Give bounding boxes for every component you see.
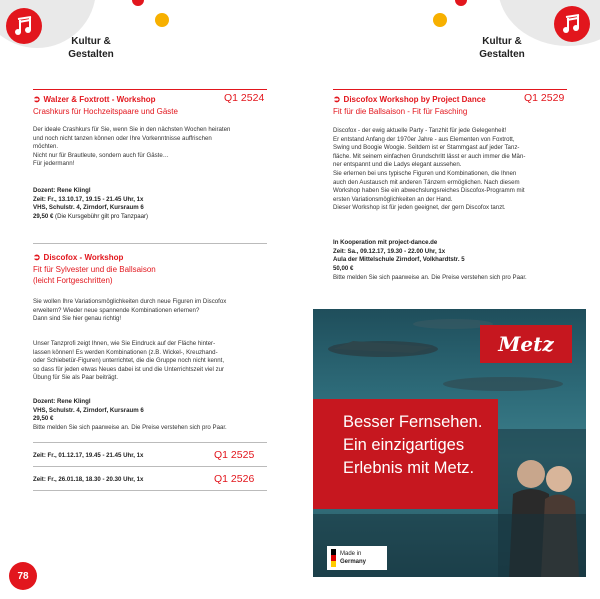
ad-headline-2: Ein einzigartiges <box>343 436 465 454</box>
arrow-icon: ➲ <box>33 252 41 262</box>
booking-note-left: Bitte melden Sie sich paarweise an. Die Preise verstehen sich pro Paar. <box>33 424 227 431</box>
date-divider <box>33 442 267 443</box>
section-rule <box>33 89 267 90</box>
course-details-walzer: Dozent: Rene Klingl Zeit: Fr., 13.10.17, 19.15 - 21.45 Uhr, 1x VHS, Schulstr. 4, Zirndorf, Kursraum 6 29,50 € (Die Kursgebühr gilt pro Tanzpaar) <box>33 187 149 220</box>
course-code-date-1: Q1 2525 <box>214 449 255 461</box>
chapter-label-left: Kultur & Gestalten <box>68 36 114 60</box>
course-date-1: Zeit: Fr., 01.12.17, 19.45 - 21.45 Uhr, 1x <box>33 452 144 459</box>
course-code-walzer: Q1 2524 <box>224 92 265 104</box>
course-description-walzer: Der ideale Crashkurs für Sie, wenn Sie in den nächsten Wochen heiraten und noch nicht tanzen können oder Ihre Vorkenntnisse auffrischen möchten. Nicht nur für Brautleute, sondern auch für Gäste… Für jedermann! <box>33 126 231 168</box>
course-description-discofox-1: Sie wollen Ihre Variationsmöglichkeiten durch neue Figuren im Discofox erweitern? Wieder neue spannende Kombinationen erlernen? Dann sind Sie hier genau richtig! <box>33 298 227 323</box>
course-code-project-dance: Q1 2529 <box>524 92 565 104</box>
page-number: 78 <box>9 562 37 590</box>
arrow-icon: ➲ <box>33 94 41 104</box>
course-date-2: Zeit: Fr., 26.01.18, 18.30 - 20.30 Uhr, 1x <box>33 476 144 483</box>
course-subtitle-project-dance: Fit für die Ballsaison - Fit für Fasching <box>333 107 468 116</box>
course-details-project-dance: In Kooperation mit project-dance.de Zeit: Sa., 09.12.17, 19.30 - 22.00 Uhr, 1x Aula der Mittelschule Zirndorf, Volkhardtstr. 5 50,00 € <box>333 239 465 272</box>
metz-logo: Metz <box>480 325 572 363</box>
course-description-discofox-2: Unser Tanzprofi zeigt Ihnen, wie Sie Eindruck auf der Fläche hinter- lassen können! Es werden Kombinationen (z.B. Wickel-, Kreuzhand- oder Schiebetür-Figuren) unterrichtet, die die Gruppe noch nicht kennt, so dass für jeden etwas Neues dabei ist und die Unterrichtszeit viel zur Übung für Sie als Paar beiträgt. <box>33 340 225 382</box>
course-code-date-2: Q1 2526 <box>214 473 255 485</box>
course-title-walzer: ➲ Walzer & Foxtrott - Workshop <box>33 94 156 104</box>
made-in-germany-badge: Made in Germany <box>327 546 387 570</box>
decor-dot-yellow-right <box>433 13 447 27</box>
chapter-label-right: Kultur & Gestalten <box>479 36 525 60</box>
metz-advertisement <box>313 309 586 577</box>
music-icon-right <box>554 6 590 42</box>
date-divider <box>33 466 267 467</box>
decor-dot-red-left <box>132 0 144 6</box>
ad-headline-1: Besser Fernsehen. <box>343 413 483 431</box>
ad-headline-3: Erlebnis mit Metz. <box>343 459 475 477</box>
date-divider <box>33 490 267 491</box>
course-title-project-dance: ➲ Discofox Workshop by Project Dance <box>333 94 486 104</box>
decor-dot-yellow-left <box>155 13 169 27</box>
course-details-discofox: Dozent: Rene Klingl VHS, Schulstr. 4, Zirndorf, Kursraum 6 29,50 € <box>33 398 144 423</box>
course-subtitle-discofox: Fit für Sylvester und die Ballsaison (leicht Fortgeschritten) <box>33 265 156 285</box>
section-rule <box>333 89 567 90</box>
booking-note-right: Bitte melden Sie sich paarweise an. Die Preise verstehen sich pro Paar. <box>333 274 527 281</box>
course-title-discofox: ➲ Discofox - Workshop <box>33 252 124 262</box>
arrow-icon: ➲ <box>333 94 341 104</box>
course-description-project-dance: Discofox - der ewig aktuelle Party - Tanzhit für jede Gelegenheit! Er entstand Anfang der 1970er Jahre - aus Elementen von Foxtrott, Swing und Boogie Woogie. Seitdem ist er Stammgast auf jeder Tanz- fläche. Mit seinem einfachen Grundschritt lässt er auch immer die Män- ner entspannt und die Ladys elegant aussehen. Sie erlernen bei uns typische Figuren und Kombinationen, die Ihnen auch den Austausch mit anderen Tänzern ermöglichen. Nach diesem Workshop haben Sie ein abwechslungsreiches Discofox-Programm mit ersten Variationsmöglichkeiten an der Hand. Dieser Workshop ist für jeden geeignet, der gern Discofox tanzt. <box>333 127 526 212</box>
course-subtitle-walzer: Crashkurs für Hochzeitspaare und Gäste <box>33 107 178 116</box>
german-flag-icon <box>331 549 336 567</box>
decor-dot-red-right <box>455 0 467 6</box>
music-icon-left <box>6 8 42 44</box>
section-divider <box>33 243 267 244</box>
